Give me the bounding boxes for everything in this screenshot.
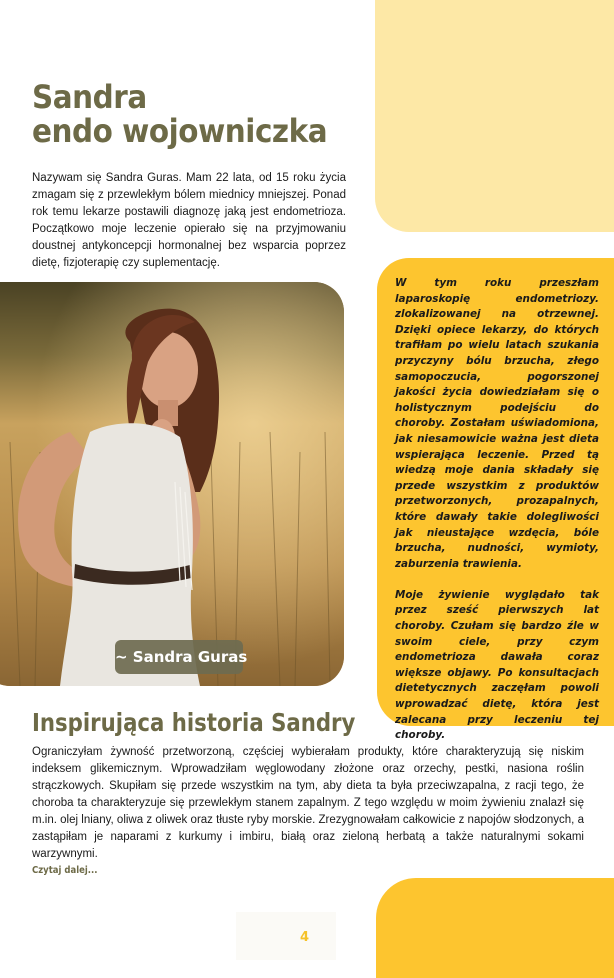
portrait-photo bbox=[0, 282, 344, 686]
title-line-name: Sandra bbox=[32, 78, 147, 116]
intro-paragraph: Nazywam się Sandra Guras. Mam 22 lata, od 15 roku życia zmagam się z przewlekłym bólem miednicy mniejszej. Ponad rok temu lekarze postawili diagnozę jaką jest endometrioza. Początkowo moje leczenie opierało się na przyjmowaniu doustnej antykoncepcji hormonalnej bez wsparcia poprzez dietę, fizjoterapię czy suplementację. bbox=[32, 172, 346, 269]
portrait-illustration bbox=[0, 282, 344, 686]
photo-caption: ~ Sandra Guras bbox=[115, 640, 243, 674]
quote-paragraph: W tym roku przeszłam laparoskopię endometriozy. zlokalizowanej na otrzewnej. Dzięki opiece lekarzy, do których trafiłam po wielu latach szukania przyczyny bólu brzucha, złego samopoczucia, pogorszonej jakości życia dowiedziałam się o holistycznym podejściu do choroby. Zostałam uświadomiona, jak niesamowicie ważna jest dieta wspierająca leczenie. Przed tą wiedzą moje dania składały się przede wszystkim z produktów przetworzonych, prozapalnych, które dawały takie dolegliwości jak nieustające wzdęcia, bóle brzucha, nudności, wymioty, zaburzenia trawienia. bbox=[395, 277, 599, 570]
title-line-subtitle: endo wojowniczka bbox=[32, 112, 328, 150]
decorative-yellow-block bbox=[376, 878, 614, 978]
page-title bbox=[32, 80, 326, 148]
quote-paragraph: Moje żywienie wyglądało tak przez sześć pierwszych lat choroby. Czułam się bardzo źle w swoim ciele, przy czym endometrioza dawała coraz większe objawy. Po konsultacjach dietetycznych zaczęłam powoli wprowadzać dietę, która jest zalecana przy leczeniu tej choroby. bbox=[395, 588, 599, 742]
decorative-fade-block bbox=[236, 912, 336, 960]
decorative-pale-yellow-block bbox=[375, 0, 614, 232]
story-heading: Inspirująca historia Sandry bbox=[32, 708, 356, 737]
quote-text bbox=[395, 276, 599, 759]
read-more-link[interactable]: Czytaj dalej... bbox=[32, 865, 98, 876]
story-paragraph: Ograniczyłam żywność przetworzoną, częściej wybierałam produkty, które charakteryzują się niskim indeksem glikemicznym. Wprowadziłam węglowodany złożone oraz orzechy, pestki, nasiona roślin strączkowych. Skupiłam się przede wszystkim na tym, aby dieta ta była przeciwzapalna, z racji tego, że choroba ta charakteryzuje się przewlekłym stanem zapalnym. Z tego względu w moim żywieniu znalazł się m.in. olej lniany, oliwa z oliwek oraz tłuste ryby morskie. Zrezygnowałam całkowicie z napojów słodzonych, a zastąpiłam je naparami z kurkumy i imbiru, białą oraz zieloną herbatą a także naturalnymi sokami warzywnymi. bbox=[32, 746, 584, 860]
page-number: 4 bbox=[300, 930, 310, 945]
